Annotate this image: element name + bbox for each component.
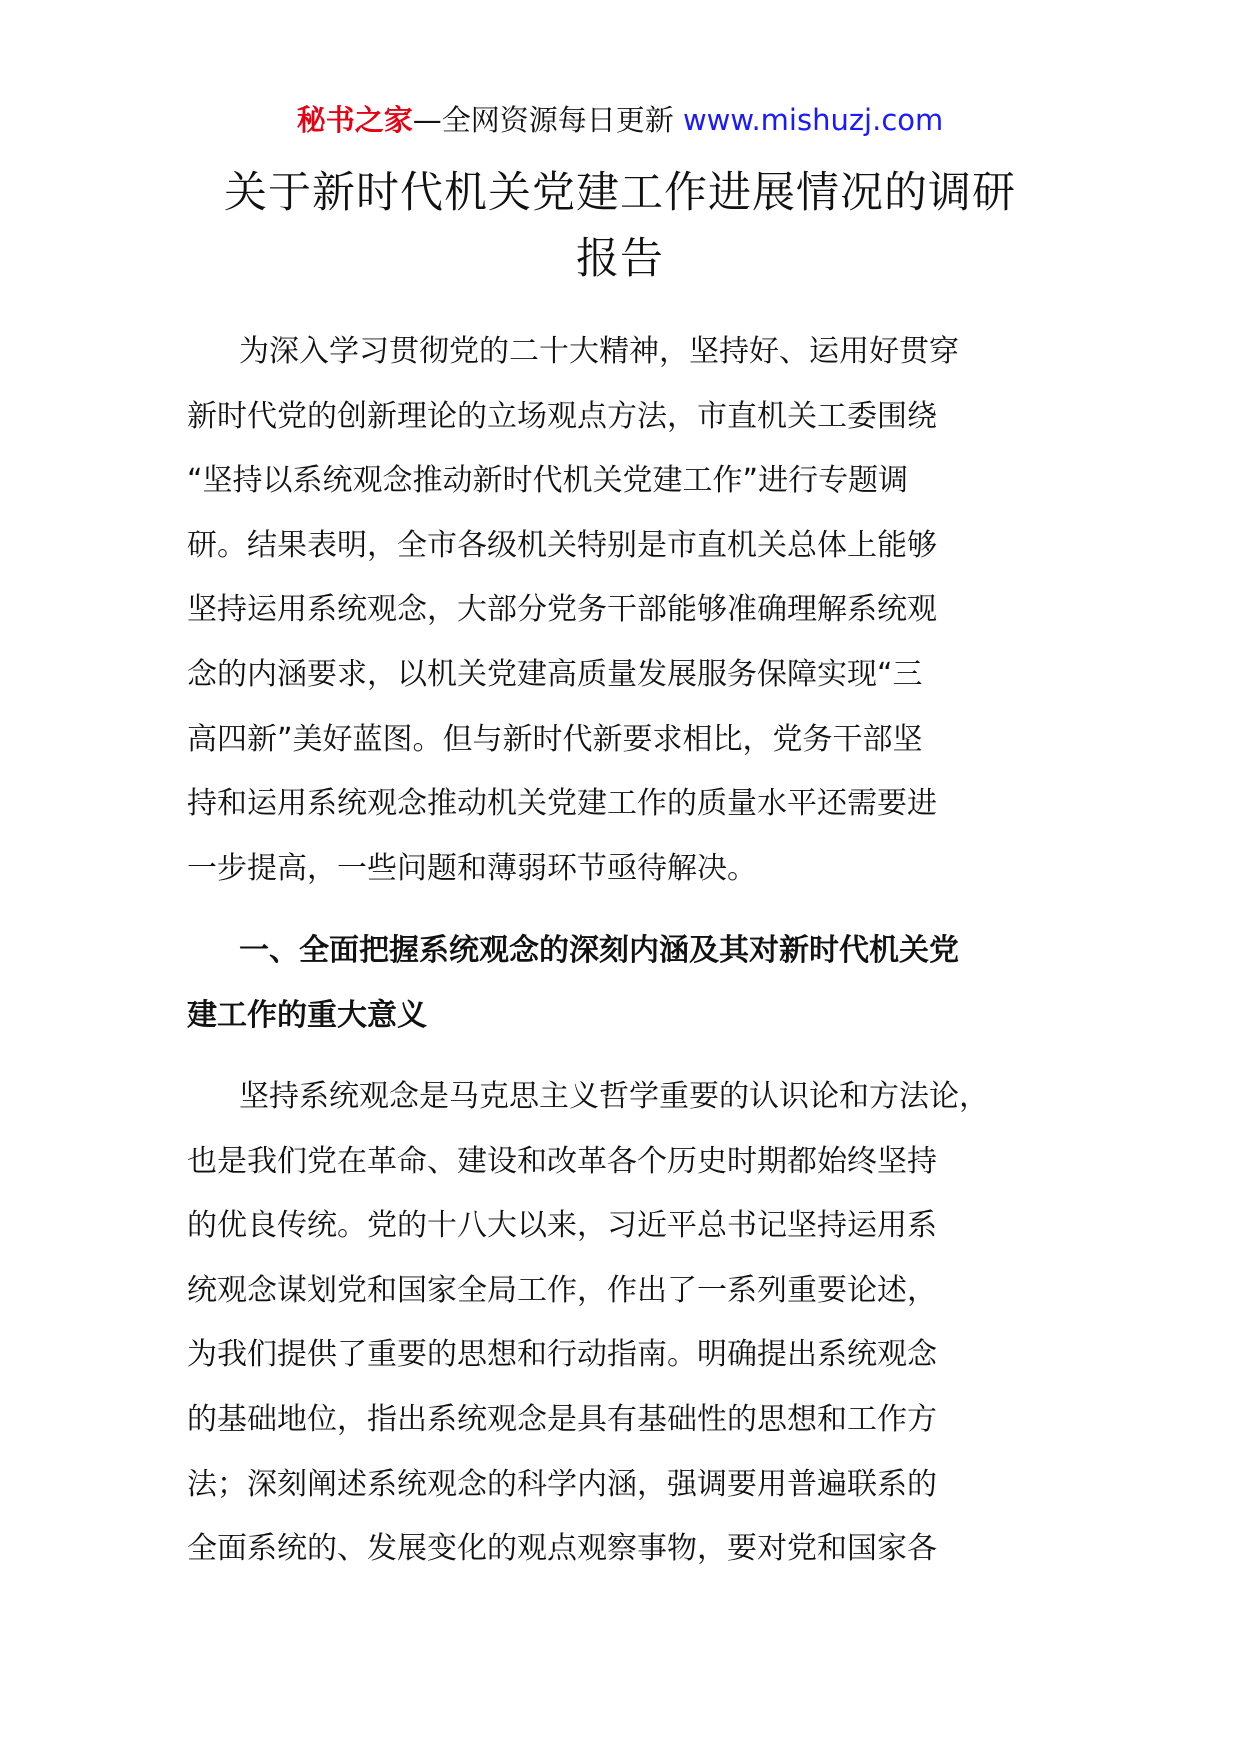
- title-line: 关于新时代机关党建工作进展情况的调研: [224, 168, 1016, 218]
- paragraph-line: 研。结果表明，全市各级机关特别是市直机关总体上能够: [187, 527, 937, 563]
- heading-line: 建工作的重大意义: [187, 997, 427, 1033]
- paragraph-line: 一步提高，一些问题和薄弱环节亟待解决。: [187, 850, 757, 886]
- paragraph-line: 为深入学习贯彻党的二十大精神，坚持好、运用好贯穿: [239, 334, 959, 369]
- site-banner: [0, 100, 1240, 140]
- paragraph-line: 全面系统的、发展变化的观点观察事物，要对党和国家各: [187, 1531, 937, 1567]
- paragraph-line: 法；深刻阐述系统观念的科学内涵，强调要用普遍联系的: [187, 1466, 937, 1502]
- banner-slogan: —全网资源每日更新: [412, 103, 674, 137]
- paragraph-line: 为我们提供了重要的思想和行动指南。明确提出系统观念: [187, 1337, 937, 1373]
- banner-brand: 秘书之家: [296, 103, 413, 137]
- paragraph-section-one: [187, 1065, 1057, 1582]
- heading-line: 一、全面把握系统观念的深刻内涵及其对新时代机关党: [239, 933, 959, 968]
- banner-url-link[interactable]: www.mishuzj.com: [682, 103, 944, 137]
- paragraph-line: 也是我们党在革命、建设和改革各个历史时期都始终坚持: [187, 1143, 937, 1179]
- paragraph-line: 坚持运用系统观念，大部分党务干部能够准确理解系统观: [187, 592, 937, 628]
- paragraph-line: 坚持系统观念是马克思主义哲学重要的认识论和方法论，: [239, 1079, 989, 1114]
- paragraph-line: 高四新”美好蓝图。但与新时代新要求相比，党务干部坚: [187, 721, 923, 757]
- paragraph-line: 持和运用系统观念推动机关党建工作的质量水平还需要进: [187, 786, 937, 822]
- paragraph-line: 念的内涵要求，以机关党建高质量发展服务保障实现“三: [187, 656, 923, 692]
- paragraph-intro: [187, 320, 1057, 901]
- section-heading: [187, 919, 1057, 1048]
- document-title: [150, 160, 1090, 292]
- paragraph-line: “坚持以系统观念推动新时代机关党建工作”进行专题调: [187, 463, 909, 499]
- paragraph-line: 的优良传统。党的十八大以来，习近平总书记坚持运用系: [187, 1208, 937, 1244]
- paragraph-line: 新时代党的创新理论的立场观点方法，市直机关工委围绕: [187, 398, 937, 434]
- paragraph-line: 统观念谋划党和国家全局工作，作出了一系列重要论述，: [187, 1272, 937, 1308]
- paragraph-line: 的基础地位，指出系统观念是具有基础性的思想和工作方: [187, 1401, 937, 1437]
- title-line: 报告: [576, 234, 664, 284]
